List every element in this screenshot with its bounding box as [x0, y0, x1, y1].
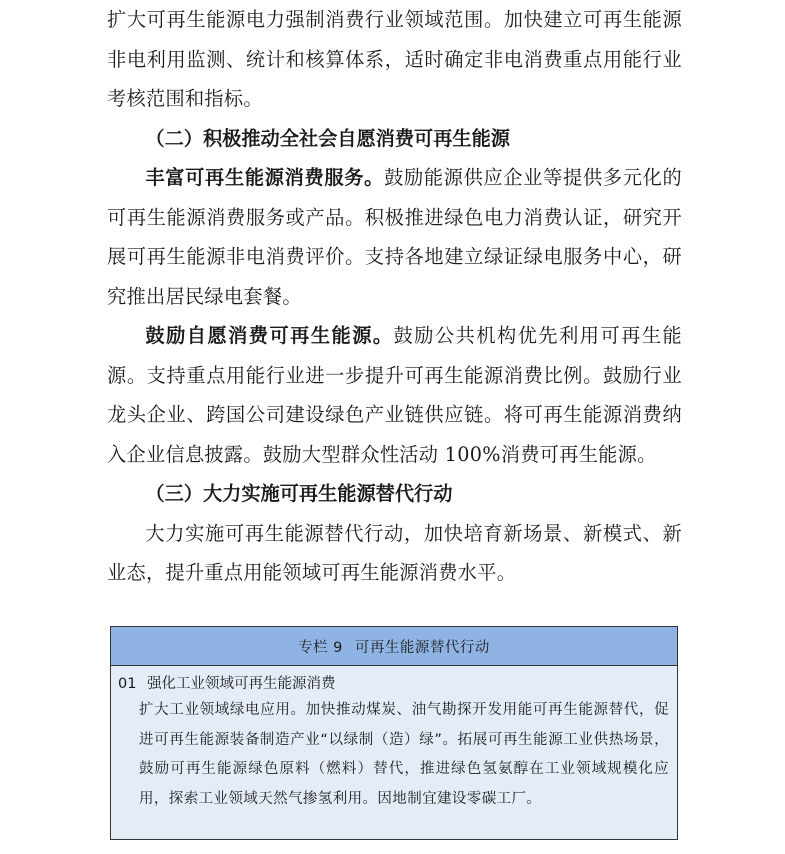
column-box-header [111, 627, 677, 666]
paragraph-substitution-action: 大力实施可再生能源替代行动，加快培育新场景、新模式、新业态，提升重点用能领域可再生能源消费水平。 [107, 521, 682, 584]
paragraph-body: 鼓励能源供应企业等提供多元化的可再生能源消费服务或产品。积极推进绿色电力消费认证，研究开展可再生能源非电消费评价。支持各地建立绿证绿电服务中心，研究推出居民绿电套餐。 [107, 166, 682, 308]
column-item-title [118, 672, 677, 696]
column-item-heading: 强化工业领域可再生能源消费 [147, 676, 336, 692]
column-box [110, 626, 678, 840]
column-item-body: 扩大工业领域绿电应用。加快推动煤炭、油气勘探开发用能可再生能源替代，促进可再生能源装备制造产业“以绿制（造）绿”。拓展可再生能源工业供热场景，鼓励可再生能源绿色原料（燃料）替代，推进绿色氢氨醇在工业领域规模化应用，探索工业领域天然气掺氢利用。因地制宜建设零碳工厂。 [139, 702, 669, 807]
section-heading-substitution: （三）大力实施可再生能源替代行动 [145, 482, 453, 505]
document-page [107, 0, 682, 593]
column-box-title: 可再生能源替代行动 [354, 639, 490, 656]
column-item-number: 01 [118, 676, 137, 692]
column-box-label: 专栏 9 [298, 639, 343, 656]
paragraph-electricity-mandatory: 扩大可再生能源电力强制消费行业领域范围。加快建立可再生能源非电利用监测、统计和核算体系，适时确定非电消费重点用能行业考核范围和指标。 [107, 8, 682, 110]
paragraph-lead: 鼓励自愿消费可再生能源。 [145, 324, 394, 347]
paragraph-body: 鼓励公共机构优先利用可再生能源。支持重点用能行业进一步提升可再生能源消费比例。鼓励行业龙头企业、跨国公司建设绿色产业链供应链。将可再生能源消费纳入企业信息披露。鼓励大型群众性活动 100%消费可再生能源。 [107, 324, 682, 466]
section-heading-voluntary: （二）积极推动全社会自愿消费可再生能源 [145, 126, 510, 150]
paragraph-consumption-services [107, 158, 682, 316]
paragraph-lead: 丰富可再生能源消费服务。 [145, 166, 385, 189]
paragraph-voluntary-consumption [107, 316, 682, 474]
